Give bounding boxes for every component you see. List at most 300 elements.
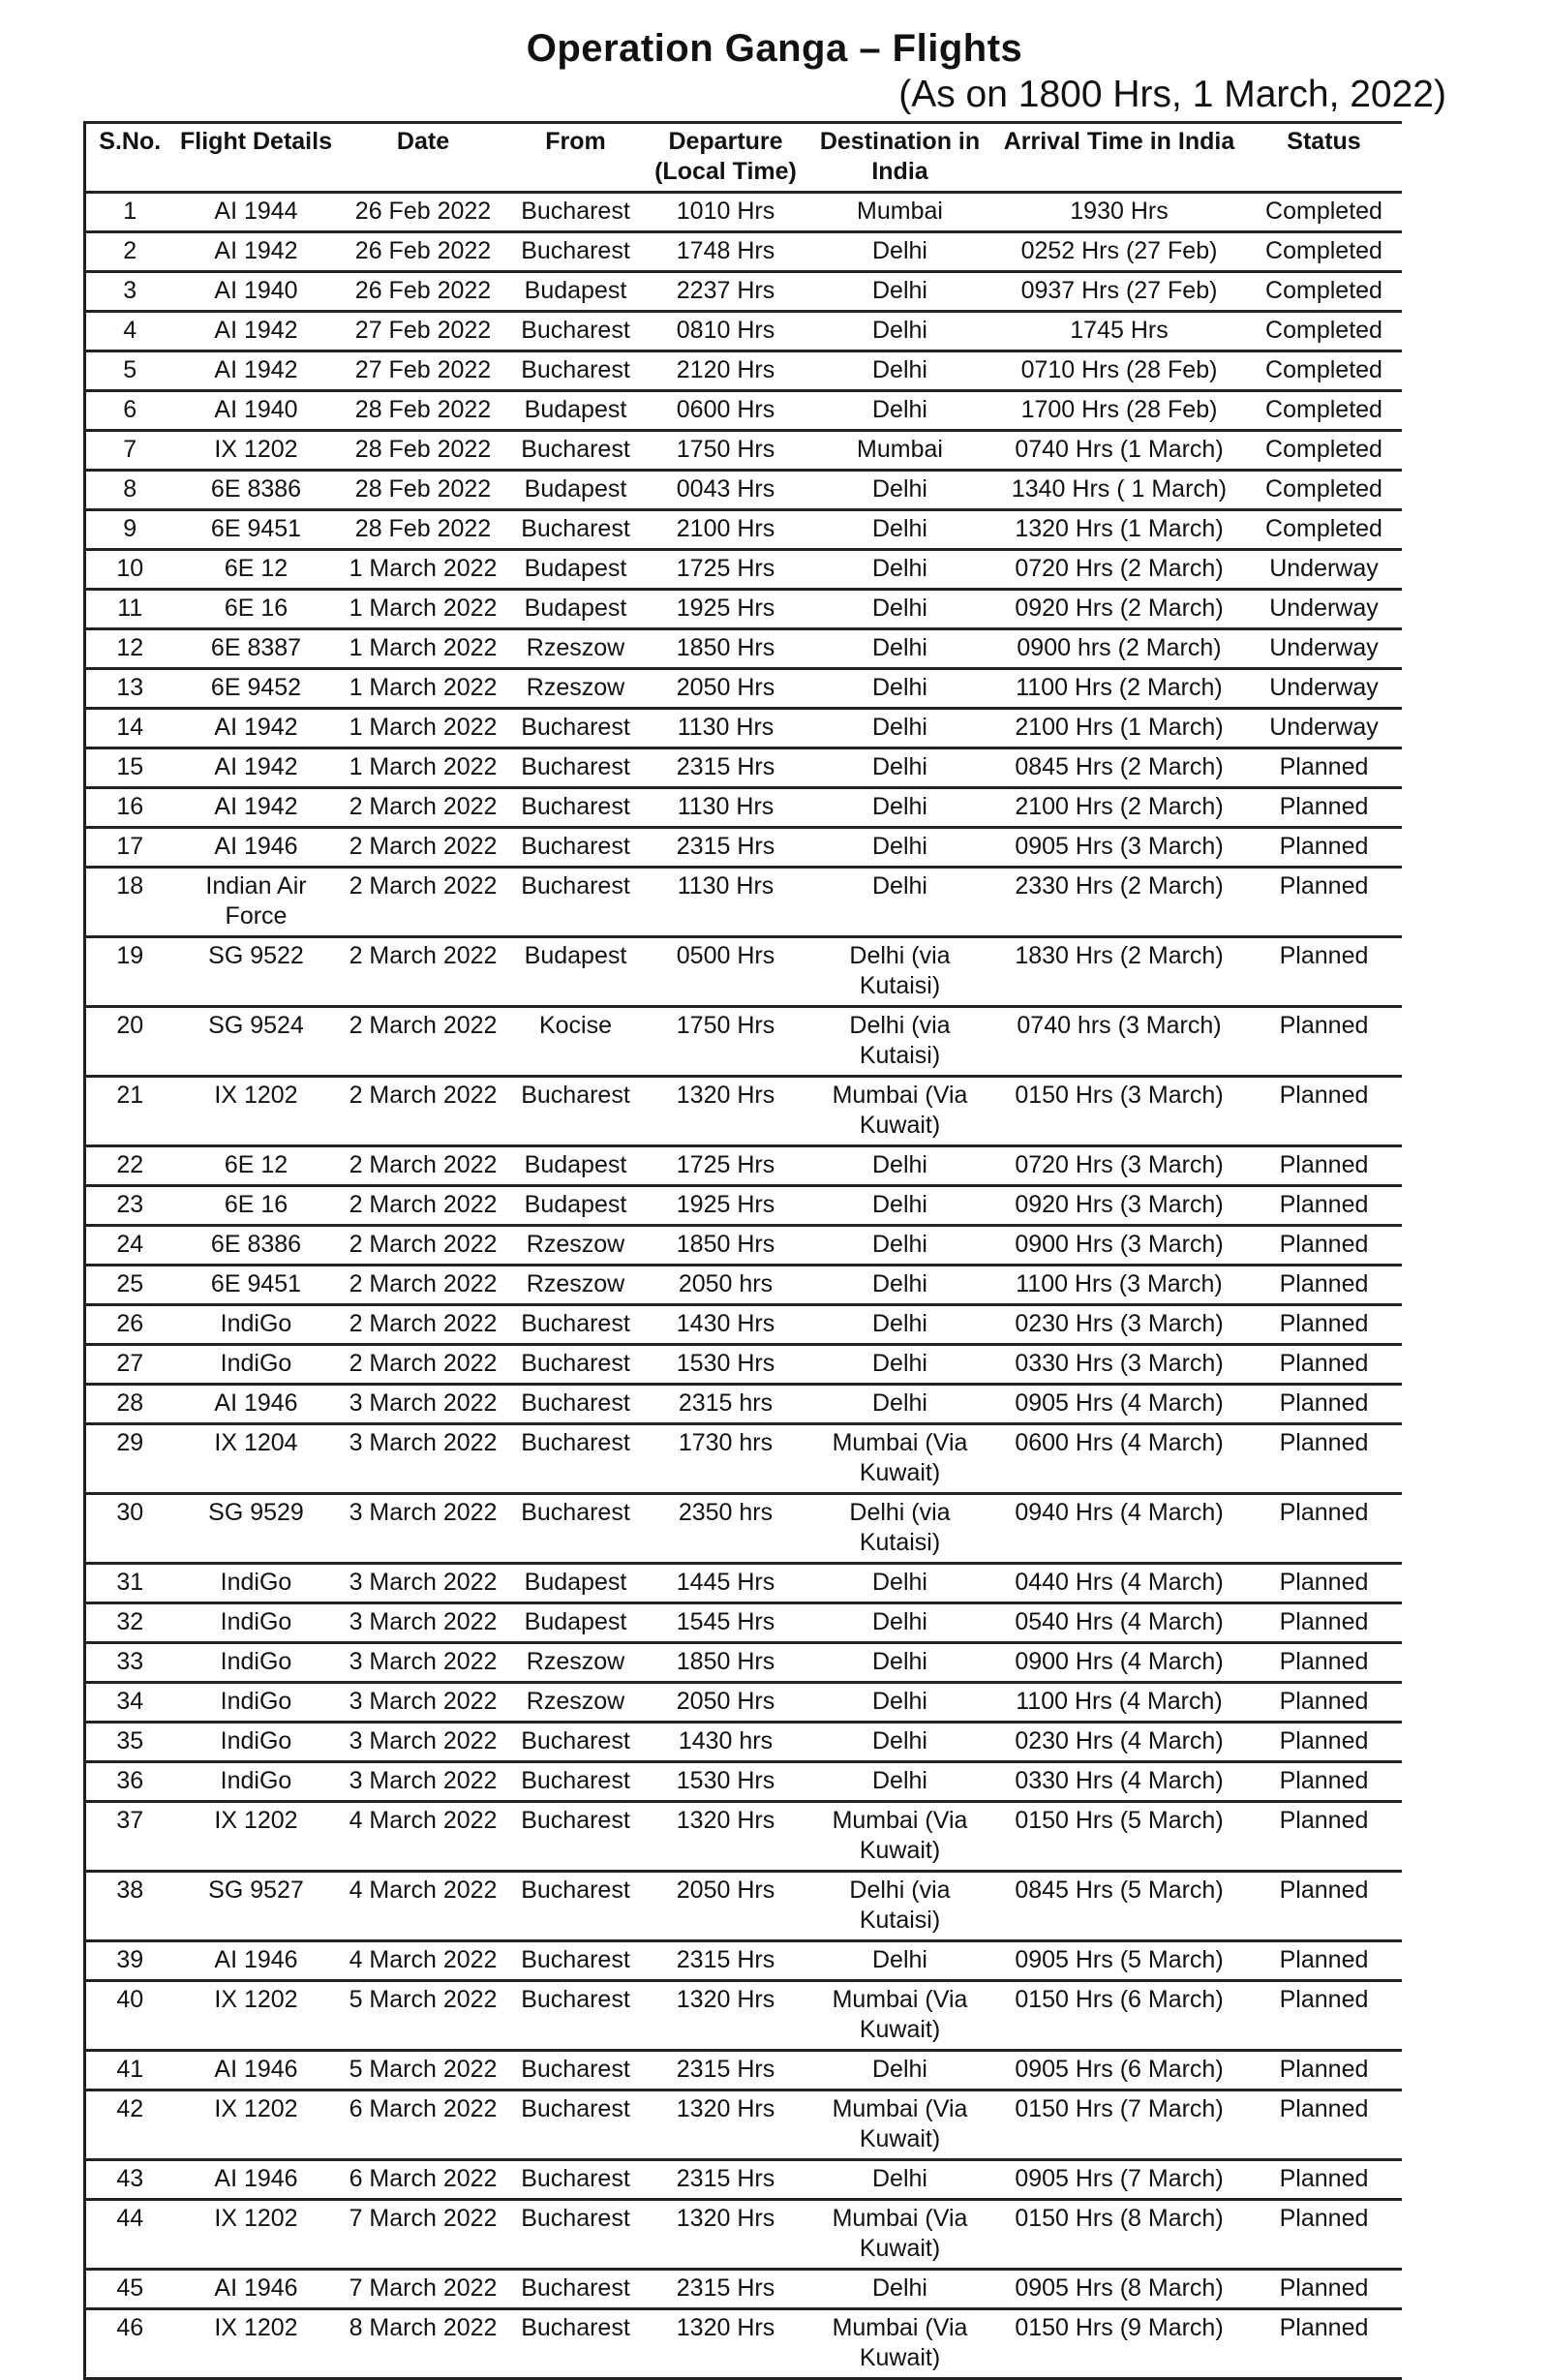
cell-departure: 1320 Hrs	[644, 2200, 808, 2270]
cell-from: Budapest	[508, 1186, 644, 1226]
table-row	[85, 937, 1402, 1007]
cell-sno: 32	[85, 1603, 174, 1643]
cell-destination: Delhi	[808, 1305, 992, 1345]
cell-destination: Mumbai (Via Kuwait)	[808, 1424, 992, 1494]
column-header-destination: Destination in India	[808, 123, 992, 193]
cell-from: Bucharest	[508, 1981, 644, 2051]
cell-status: Planned	[1247, 1266, 1402, 1305]
cell-from: Budapest	[508, 272, 644, 312]
cell-arrival-time: 0600 Hrs (4 March)	[992, 1424, 1247, 1494]
cell-date: 3 March 2022	[339, 1424, 508, 1494]
cell-departure: 1530 Hrs	[644, 1345, 808, 1385]
cell-departure: 1530 Hrs	[644, 1762, 808, 1802]
cell-sno: 30	[85, 1494, 174, 1564]
cell-date: 6 March 2022	[339, 2090, 508, 2160]
cell-sno: 43	[85, 2160, 174, 2200]
cell-flight-details: IndiGo	[174, 1305, 339, 1345]
table-row	[85, 1226, 1402, 1266]
cell-flight-details: SG 9524	[174, 1007, 339, 1077]
cell-destination: Delhi	[808, 1941, 992, 1981]
cell-sno: 37	[85, 1802, 174, 1872]
cell-flight-details: SG 9529	[174, 1494, 339, 1564]
cell-destination: Delhi	[808, 1683, 992, 1723]
cell-from: Rzeszow	[508, 1643, 644, 1683]
cell-destination: Delhi	[808, 1186, 992, 1226]
cell-status: Completed	[1247, 351, 1402, 391]
cell-from: Rzeszow	[508, 1266, 644, 1305]
cell-departure: 2350 hrs	[644, 1494, 808, 1564]
column-header-arrival-time: Arrival Time in India	[992, 123, 1247, 193]
cell-departure: 1750 Hrs	[644, 431, 808, 471]
cell-destination: Mumbai (Via Kuwait)	[808, 1077, 992, 1146]
cell-flight-details: IX 1202	[174, 2090, 339, 2160]
cell-from: Bucharest	[508, 748, 644, 788]
cell-date: 1 March 2022	[339, 669, 508, 709]
cell-sno: 23	[85, 1186, 174, 1226]
cell-flight-details: IndiGo	[174, 1345, 339, 1385]
cell-destination: Delhi	[808, 550, 992, 590]
cell-flight-details: AI 1940	[174, 272, 339, 312]
cell-date: 27 Feb 2022	[339, 351, 508, 391]
cell-destination: Delhi	[808, 471, 992, 510]
cell-flight-details: IX 1202	[174, 1077, 339, 1146]
cell-from: Bucharest	[508, 1494, 644, 1564]
cell-arrival-time: 0150 Hrs (6 March)	[992, 1981, 1247, 2051]
cell-sno: 44	[85, 2200, 174, 2270]
table-row	[85, 272, 1402, 312]
cell-arrival-time: 1930 Hrs	[992, 193, 1247, 232]
cell-status: Planned	[1247, 1941, 1402, 1981]
column-header-from: From	[508, 123, 644, 193]
cell-sno: 8	[85, 471, 174, 510]
cell-sno: 27	[85, 1345, 174, 1385]
cell-destination: Delhi (via Kutaisi)	[808, 1872, 992, 1941]
cell-date: 1 March 2022	[339, 629, 508, 669]
cell-destination: Delhi (via Kutaisi)	[808, 1494, 992, 1564]
table-row	[85, 1494, 1402, 1564]
cell-flight-details: AI 1946	[174, 2160, 339, 2200]
cell-from: Bucharest	[508, 431, 644, 471]
table-row	[85, 1385, 1402, 1424]
page-title: Operation Ganga – Flights	[526, 27, 1023, 70]
cell-departure: 1445 Hrs	[644, 1564, 808, 1603]
cell-date: 28 Feb 2022	[339, 510, 508, 550]
cell-sno: 46	[85, 2309, 174, 2379]
cell-status: Planned	[1247, 1603, 1402, 1643]
cell-sno: 45	[85, 2270, 174, 2309]
table-row	[85, 1007, 1402, 1077]
cell-sno: 19	[85, 937, 174, 1007]
cell-flight-details: IX 1202	[174, 1802, 339, 1872]
cell-from: Budapest	[508, 937, 644, 1007]
cell-sno: 22	[85, 1146, 174, 1186]
cell-arrival-time: 0900 Hrs (3 March)	[992, 1226, 1247, 1266]
cell-arrival-time: 0845 Hrs (5 March)	[992, 1872, 1247, 1941]
table-row	[85, 669, 1402, 709]
cell-destination: Delhi	[808, 391, 992, 431]
cell-departure: 2315 Hrs	[644, 2270, 808, 2309]
cell-status: Planned	[1247, 937, 1402, 1007]
cell-date: 26 Feb 2022	[339, 193, 508, 232]
table-row	[85, 193, 1402, 232]
cell-arrival-time: 0230 Hrs (3 March)	[992, 1305, 1247, 1345]
cell-arrival-time: 1320 Hrs (1 March)	[992, 510, 1247, 550]
cell-status: Completed	[1247, 391, 1402, 431]
cell-arrival-time: 0920 Hrs (3 March)	[992, 1186, 1247, 1226]
cell-arrival-time: 0150 Hrs (3 March)	[992, 1077, 1247, 1146]
cell-departure: 0600 Hrs	[644, 391, 808, 431]
cell-arrival-time: 0150 Hrs (5 March)	[992, 1802, 1247, 1872]
cell-arrival-time: 0905 Hrs (8 March)	[992, 2270, 1247, 2309]
table-row	[85, 550, 1402, 590]
cell-arrival-time: 0720 Hrs (3 March)	[992, 1146, 1247, 1186]
cell-destination: Delhi	[808, 629, 992, 669]
cell-destination: Delhi	[808, 788, 992, 828]
cell-destination: Delhi	[808, 709, 992, 748]
cell-status: Planned	[1247, 1723, 1402, 1762]
cell-status: Completed	[1247, 431, 1402, 471]
cell-sno: 28	[85, 1385, 174, 1424]
cell-departure: 2050 Hrs	[644, 669, 808, 709]
cell-arrival-time: 0905 Hrs (7 March)	[992, 2160, 1247, 2200]
cell-destination: Mumbai (Via Kuwait)	[808, 1981, 992, 2051]
cell-sno: 34	[85, 1683, 174, 1723]
cell-status: Planned	[1247, 1802, 1402, 1872]
cell-status: Planned	[1247, 2051, 1402, 2090]
cell-destination: Delhi	[808, 828, 992, 868]
cell-departure: 1320 Hrs	[644, 1077, 808, 1146]
cell-from: Bucharest	[508, 1941, 644, 1981]
table-row	[85, 1345, 1402, 1385]
cell-from: Budapest	[508, 1564, 644, 1603]
cell-sno: 35	[85, 1723, 174, 1762]
table-row	[85, 1723, 1402, 1762]
cell-departure: 1725 Hrs	[644, 550, 808, 590]
cell-status: Underway	[1247, 709, 1402, 748]
cell-departure: 1850 Hrs	[644, 1643, 808, 1683]
table-row	[85, 1872, 1402, 1941]
cell-date: 4 March 2022	[339, 1941, 508, 1981]
cell-from: Rzeszow	[508, 1226, 644, 1266]
table-row	[85, 1683, 1402, 1723]
cell-destination: Delhi	[808, 1762, 992, 1802]
cell-status: Planned	[1247, 1385, 1402, 1424]
cell-flight-details: 6E 16	[174, 1186, 339, 1226]
cell-destination: Mumbai (Via Kuwait)	[808, 2090, 992, 2160]
cell-departure: 2315 Hrs	[644, 2160, 808, 2200]
cell-flight-details: AI 1940	[174, 391, 339, 431]
cell-destination: Delhi	[808, 2160, 992, 2200]
cell-arrival-time: 0330 Hrs (3 March)	[992, 1345, 1247, 1385]
cell-arrival-time: 1745 Hrs	[992, 312, 1247, 351]
cell-status: Planned	[1247, 1007, 1402, 1077]
cell-flight-details: IX 1202	[174, 431, 339, 471]
cell-date: 1 March 2022	[339, 709, 508, 748]
cell-arrival-time: 0230 Hrs (4 March)	[992, 1723, 1247, 1762]
cell-sno: 26	[85, 1305, 174, 1345]
cell-arrival-time: 0740 hrs (3 March)	[992, 1007, 1247, 1077]
cell-flight-details: 6E 12	[174, 550, 339, 590]
cell-flight-details: 6E 9452	[174, 669, 339, 709]
cell-departure: 0500 Hrs	[644, 937, 808, 1007]
table-row	[85, 709, 1402, 748]
cell-arrival-time: 0150 Hrs (7 March)	[992, 2090, 1247, 2160]
cell-arrival-time: 0900 hrs (2 March)	[992, 629, 1247, 669]
cell-flight-details: IndiGo	[174, 1762, 339, 1802]
cell-status: Planned	[1247, 2309, 1402, 2379]
cell-sno: 4	[85, 312, 174, 351]
table-header	[85, 123, 1402, 193]
cell-status: Planned	[1247, 1424, 1402, 1494]
cell-arrival-time: 0440 Hrs (4 March)	[992, 1564, 1247, 1603]
table-row	[85, 1186, 1402, 1226]
table-row	[85, 2200, 1402, 2270]
cell-destination: Delhi	[808, 1146, 992, 1186]
cell-status: Planned	[1247, 1643, 1402, 1683]
cell-sno: 16	[85, 788, 174, 828]
cell-destination: Delhi (via Kutaisi)	[808, 1007, 992, 1077]
cell-from: Bucharest	[508, 312, 644, 351]
cell-date: 4 March 2022	[339, 1872, 508, 1941]
cell-flight-details: AI 1946	[174, 2051, 339, 2090]
cell-sno: 29	[85, 1424, 174, 1494]
cell-arrival-time: 0150 Hrs (9 March)	[992, 2309, 1247, 2379]
cell-flight-details: 6E 8387	[174, 629, 339, 669]
table-row	[85, 1762, 1402, 1802]
cell-from: Budapest	[508, 590, 644, 629]
cell-date: 3 March 2022	[339, 1683, 508, 1723]
table-row	[85, 1424, 1402, 1494]
cell-flight-details: IX 1202	[174, 2309, 339, 2379]
cell-arrival-time: 0150 Hrs (8 March)	[992, 2200, 1247, 2270]
cell-status: Planned	[1247, 1226, 1402, 1266]
cell-status: Underway	[1247, 669, 1402, 709]
table-body	[85, 193, 1402, 2379]
table-row	[85, 748, 1402, 788]
cell-arrival-time: 1100 Hrs (3 March)	[992, 1266, 1247, 1305]
cell-from: Bucharest	[508, 351, 644, 391]
table-row	[85, 1603, 1402, 1643]
cell-sno: 40	[85, 1981, 174, 2051]
cell-departure: 2315 hrs	[644, 1385, 808, 1424]
cell-destination: Mumbai (Via Kuwait)	[808, 1802, 992, 1872]
cell-destination: Delhi	[808, 1564, 992, 1603]
table-row	[85, 1266, 1402, 1305]
cell-destination: Delhi	[808, 868, 992, 937]
cell-status: Planned	[1247, 1564, 1402, 1603]
cell-date: 3 March 2022	[339, 1385, 508, 1424]
cell-from: Rzeszow	[508, 629, 644, 669]
cell-date: 2 March 2022	[339, 1186, 508, 1226]
table-row	[85, 1643, 1402, 1683]
cell-date: 2 March 2022	[339, 1007, 508, 1077]
cell-sno: 2	[85, 232, 174, 272]
cell-sno: 12	[85, 629, 174, 669]
cell-status: Completed	[1247, 193, 1402, 232]
cell-destination: Delhi	[808, 1603, 992, 1643]
table-row	[85, 391, 1402, 431]
cell-destination: Delhi	[808, 1385, 992, 1424]
cell-date: 2 March 2022	[339, 828, 508, 868]
cell-departure: 1010 Hrs	[644, 193, 808, 232]
cell-date: 3 March 2022	[339, 1564, 508, 1603]
cell-arrival-time: 0540 Hrs (4 March)	[992, 1603, 1247, 1643]
cell-arrival-time: 0720 Hrs (2 March)	[992, 550, 1247, 590]
cell-date: 2 March 2022	[339, 1226, 508, 1266]
table-row	[85, 232, 1402, 272]
cell-departure: 1320 Hrs	[644, 1981, 808, 2051]
cell-departure: 1925 Hrs	[644, 590, 808, 629]
table-row	[85, 590, 1402, 629]
cell-flight-details: IX 1202	[174, 1981, 339, 2051]
cell-status: Planned	[1247, 788, 1402, 828]
cell-destination: Delhi	[808, 1643, 992, 1683]
cell-from: Kocise	[508, 1007, 644, 1077]
cell-from: Bucharest	[508, 2051, 644, 2090]
cell-date: 2 March 2022	[339, 1077, 508, 1146]
cell-status: Planned	[1247, 1077, 1402, 1146]
cell-sno: 42	[85, 2090, 174, 2160]
cell-departure: 2100 Hrs	[644, 510, 808, 550]
cell-date: 27 Feb 2022	[339, 312, 508, 351]
cell-destination: Delhi	[808, 1266, 992, 1305]
cell-date: 1 March 2022	[339, 748, 508, 788]
table-row	[85, 312, 1402, 351]
cell-from: Rzeszow	[508, 669, 644, 709]
cell-from: Budapest	[508, 1603, 644, 1643]
cell-departure: 1850 Hrs	[644, 1226, 808, 1266]
cell-from: Bucharest	[508, 1345, 644, 1385]
cell-destination: Delhi	[808, 312, 992, 351]
cell-status: Planned	[1247, 1494, 1402, 1564]
cell-arrival-time: 2100 Hrs (1 March)	[992, 709, 1247, 748]
cell-from: Bucharest	[508, 1762, 644, 1802]
cell-sno: 20	[85, 1007, 174, 1077]
table-row	[85, 1802, 1402, 1872]
cell-status: Completed	[1247, 232, 1402, 272]
table-row	[85, 629, 1402, 669]
column-header-status: Status	[1247, 123, 1402, 193]
cell-sno: 1	[85, 193, 174, 232]
cell-from: Bucharest	[508, 1305, 644, 1345]
cell-status: Planned	[1247, 1305, 1402, 1345]
cell-status: Planned	[1247, 2160, 1402, 2200]
cell-status: Planned	[1247, 868, 1402, 937]
cell-from: Budapest	[508, 550, 644, 590]
cell-arrival-time: 0900 Hrs (4 March)	[992, 1643, 1247, 1683]
cell-from: Bucharest	[508, 1385, 644, 1424]
cell-destination: Delhi	[808, 590, 992, 629]
cell-date: 3 March 2022	[339, 1603, 508, 1643]
table-row	[85, 2051, 1402, 2090]
cell-status: Underway	[1247, 550, 1402, 590]
cell-date: 26 Feb 2022	[339, 272, 508, 312]
cell-status: Planned	[1247, 1762, 1402, 1802]
cell-departure: 2315 Hrs	[644, 1941, 808, 1981]
cell-date: 3 March 2022	[339, 1494, 508, 1564]
cell-sno: 13	[85, 669, 174, 709]
cell-departure: 0810 Hrs	[644, 312, 808, 351]
cell-status: Planned	[1247, 828, 1402, 868]
cell-arrival-time: 1340 Hrs ( 1 March)	[992, 471, 1247, 510]
cell-from: Bucharest	[508, 2090, 644, 2160]
cell-from: Bucharest	[508, 828, 644, 868]
cell-flight-details: AI 1946	[174, 1941, 339, 1981]
cell-departure: 1925 Hrs	[644, 1186, 808, 1226]
cell-arrival-time: 2330 Hrs (2 March)	[992, 868, 1247, 937]
table-row	[85, 1077, 1402, 1146]
cell-sno: 25	[85, 1266, 174, 1305]
cell-arrival-time: 0937 Hrs (27 Feb)	[992, 272, 1247, 312]
cell-departure: 2050 Hrs	[644, 1683, 808, 1723]
cell-sno: 14	[85, 709, 174, 748]
flights-table	[83, 121, 1402, 2380]
cell-flight-details: AI 1944	[174, 193, 339, 232]
cell-sno: 41	[85, 2051, 174, 2090]
cell-departure: 2237 Hrs	[644, 272, 808, 312]
cell-date: 28 Feb 2022	[339, 431, 508, 471]
cell-sno: 39	[85, 1941, 174, 1981]
cell-from: Budapest	[508, 391, 644, 431]
cell-destination: Mumbai (Via Kuwait)	[808, 2309, 992, 2379]
cell-arrival-time: 1700 Hrs (28 Feb)	[992, 391, 1247, 431]
cell-arrival-time: 0905 Hrs (5 March)	[992, 1941, 1247, 1981]
column-header-departure: Departure (Local Time)	[644, 123, 808, 193]
cell-departure: 2315 Hrs	[644, 2051, 808, 2090]
cell-flight-details: 6E 12	[174, 1146, 339, 1186]
cell-status: Completed	[1247, 471, 1402, 510]
cell-arrival-time: 0940 Hrs (4 March)	[992, 1494, 1247, 1564]
table-row	[85, 788, 1402, 828]
cell-destination: Delhi	[808, 351, 992, 391]
table-row	[85, 868, 1402, 937]
cell-flight-details: 6E 8386	[174, 471, 339, 510]
cell-flight-details: AI 1942	[174, 788, 339, 828]
cell-departure: 1130 Hrs	[644, 709, 808, 748]
cell-sno: 11	[85, 590, 174, 629]
cell-sno: 38	[85, 1872, 174, 1941]
cell-arrival-time: 2100 Hrs (2 March)	[992, 788, 1247, 828]
cell-departure: 1750 Hrs	[644, 1007, 808, 1077]
cell-flight-details: IndiGo	[174, 1564, 339, 1603]
cell-departure: 1130 Hrs	[644, 788, 808, 828]
cell-date: 2 March 2022	[339, 1345, 508, 1385]
cell-arrival-time: 1830 Hrs (2 March)	[992, 937, 1247, 1007]
cell-sno: 36	[85, 1762, 174, 1802]
cell-date: 5 March 2022	[339, 1981, 508, 2051]
cell-departure: 1430 Hrs	[644, 1305, 808, 1345]
cell-departure: 2120 Hrs	[644, 351, 808, 391]
cell-from: Bucharest	[508, 2270, 644, 2309]
cell-flight-details: IndiGo	[174, 1723, 339, 1762]
cell-from: Bucharest	[508, 709, 644, 748]
cell-date: 2 March 2022	[339, 937, 508, 1007]
cell-date: 2 March 2022	[339, 868, 508, 937]
as-on-timestamp: (As on 1800 Hrs, 1 March, 2022)	[898, 74, 1446, 115]
cell-flight-details: AI 1946	[174, 828, 339, 868]
cell-sno: 5	[85, 351, 174, 391]
cell-date: 3 March 2022	[339, 1723, 508, 1762]
table-row	[85, 2270, 1402, 2309]
cell-sno: 3	[85, 272, 174, 312]
table-row	[85, 471, 1402, 510]
cell-date: 2 March 2022	[339, 1266, 508, 1305]
cell-date: 2 March 2022	[339, 1305, 508, 1345]
cell-flight-details: AI 1946	[174, 2270, 339, 2309]
cell-flight-details: AI 1942	[174, 709, 339, 748]
cell-destination: Delhi	[808, 1226, 992, 1266]
cell-arrival-time: 1100 Hrs (2 March)	[992, 669, 1247, 709]
